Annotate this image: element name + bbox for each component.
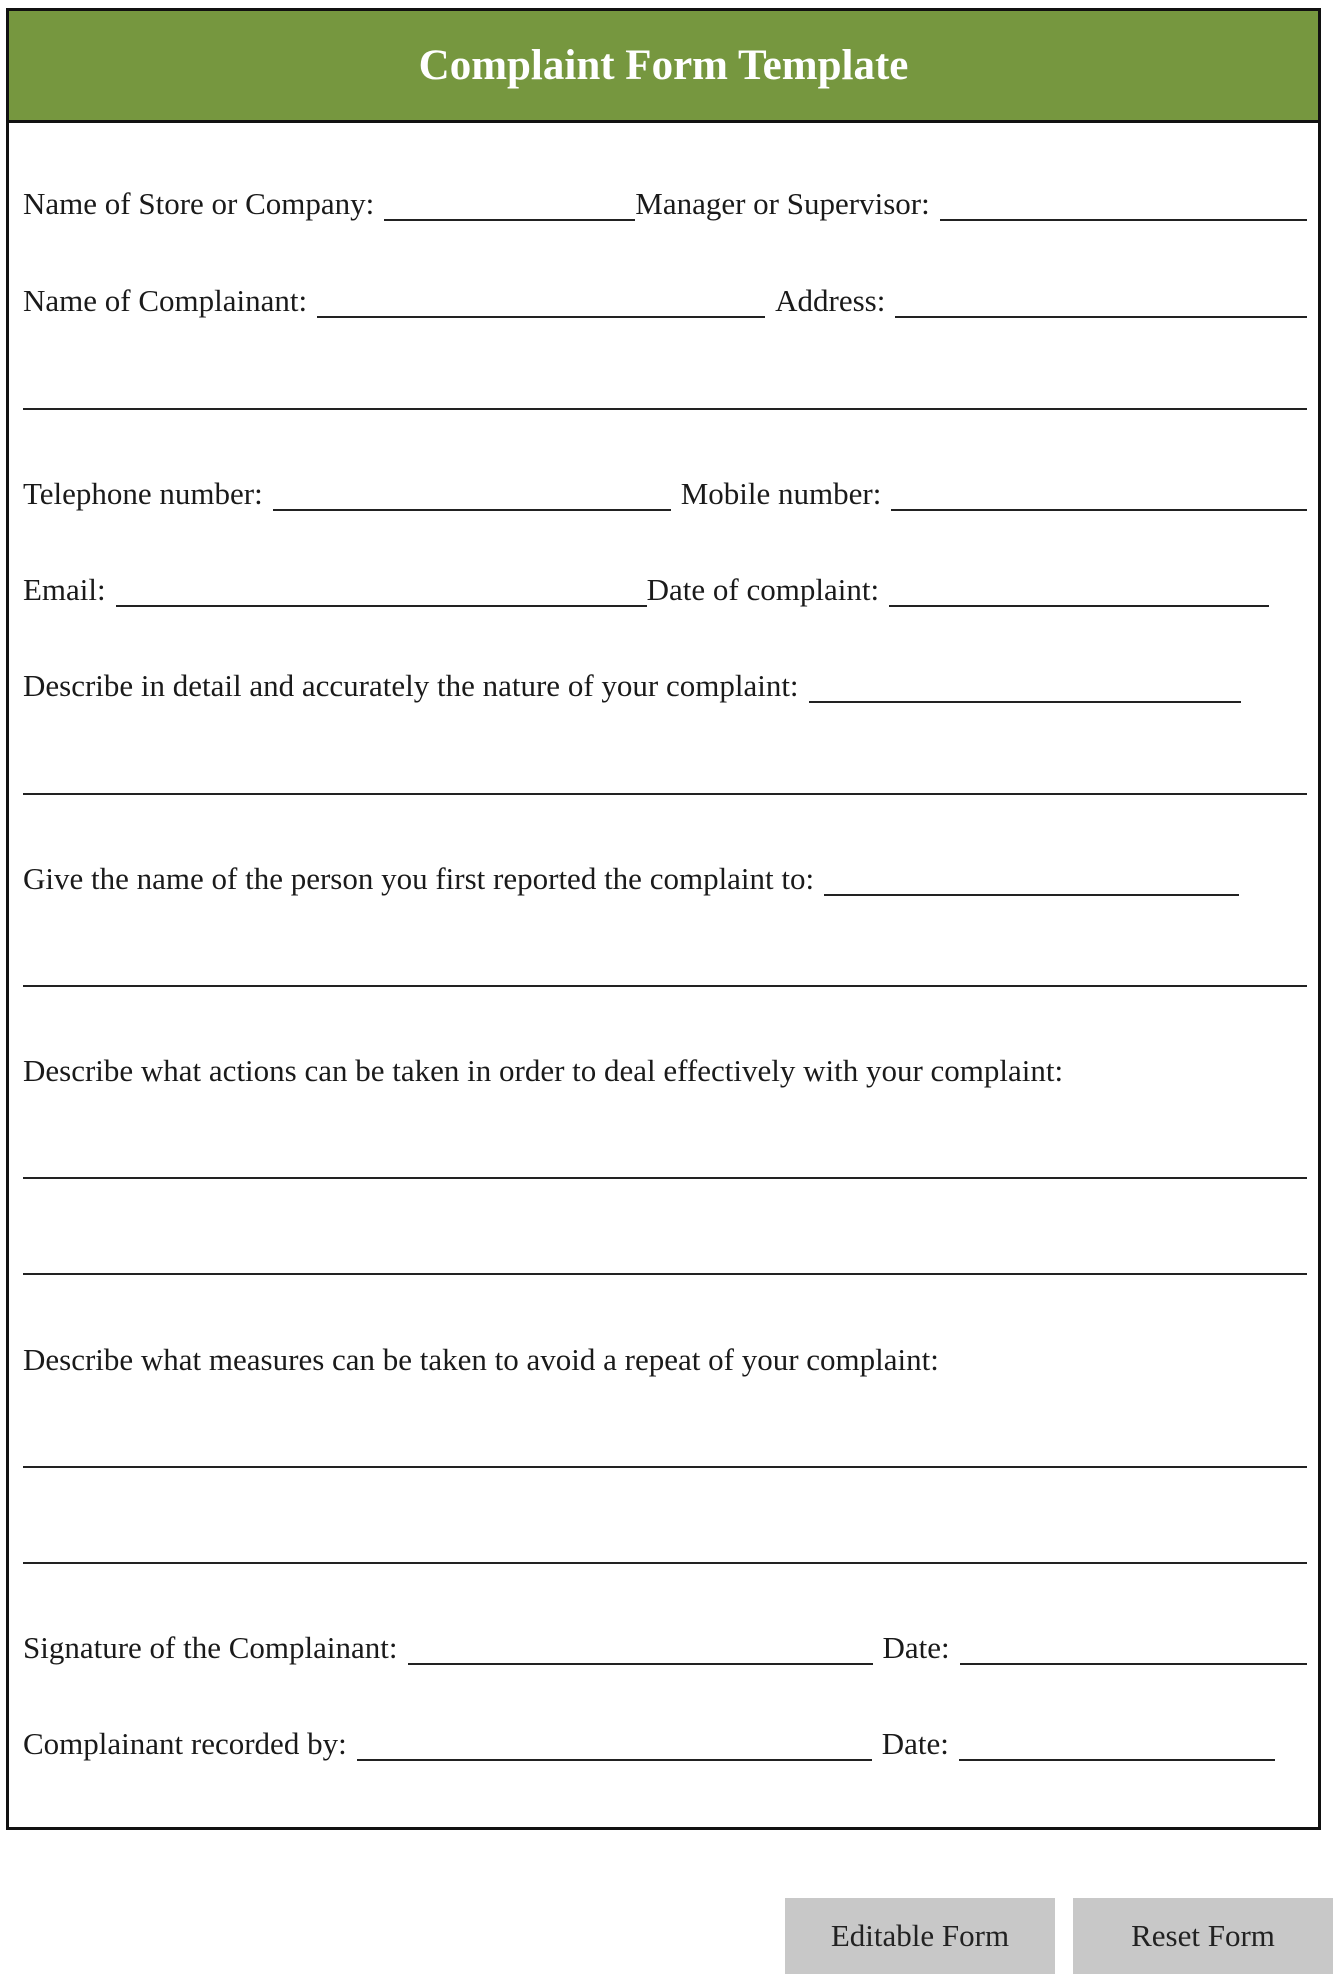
telephone-label: Telephone number:	[23, 476, 263, 511]
form-title: Complaint Form Template	[418, 42, 909, 89]
row-nature	[23, 663, 1307, 703]
first-reported-label: Give the name of the person you first reported the complaint to:	[23, 861, 815, 896]
mobile-field[interactable]	[891, 475, 1307, 511]
store-label: Name of Store or Company:	[23, 186, 375, 221]
row-signature	[23, 1625, 1307, 1665]
complainant-field[interactable]	[317, 282, 765, 318]
first-reported-field[interactable]	[824, 860, 1239, 896]
reset-form-button[interactable]: Reset Form	[1073, 1898, 1333, 1974]
signature-date-field[interactable]	[960, 1629, 1307, 1665]
signature-field[interactable]	[408, 1629, 873, 1665]
date-of-complaint-field[interactable]	[889, 571, 1269, 607]
store-field[interactable]	[384, 185, 635, 221]
row-recorded-by	[23, 1721, 1307, 1761]
row-store-manager	[23, 181, 1307, 221]
row-telephone-mobile	[23, 471, 1307, 511]
recorded-by-field[interactable]	[357, 1725, 872, 1761]
address-label: Address:	[775, 283, 886, 318]
measures-line-2[interactable]	[23, 1562, 1307, 1564]
measures-label: Describe what measures can be taken to avoid a repeat of your complaint:	[23, 1342, 939, 1377]
manager-field[interactable]	[940, 185, 1307, 221]
complaint-form-sheet	[6, 8, 1321, 1830]
row-actions	[23, 1048, 1307, 1088]
measures-line-1[interactable]	[23, 1466, 1307, 1468]
email-label: Email:	[23, 572, 106, 607]
actions-line-1[interactable]	[23, 1177, 1307, 1179]
manager-label: Manager or Supervisor:	[635, 186, 930, 221]
recorded-date-field[interactable]	[959, 1725, 1275, 1761]
row-complainant-address	[23, 278, 1307, 318]
recorded-date-label: Date:	[881, 1726, 949, 1761]
form-header	[9, 11, 1318, 123]
nature-field[interactable]	[809, 667, 1241, 703]
telephone-field[interactable]	[273, 475, 671, 511]
email-field[interactable]	[116, 571, 647, 607]
address-field[interactable]	[895, 282, 1307, 318]
row-first-reported	[23, 856, 1307, 896]
editable-form-button[interactable]: Editable Form	[785, 1898, 1055, 1974]
row-email-date	[23, 567, 1307, 607]
actions-label: Describe what actions can be taken in order to deal effectively with your complaint:	[23, 1053, 1064, 1088]
first-reported-line-2[interactable]	[23, 985, 1307, 987]
signature-date-label: Date:	[882, 1630, 950, 1665]
address-line-2[interactable]	[23, 408, 1307, 410]
mobile-label: Mobile number:	[680, 476, 882, 511]
nature-line-2[interactable]	[23, 793, 1307, 795]
row-measures	[23, 1337, 1307, 1377]
nature-label: Describe in detail and accurately the nature of your complaint:	[23, 668, 799, 703]
actions-line-2[interactable]	[23, 1273, 1307, 1275]
date-of-complaint-label: Date of complaint:	[646, 572, 880, 607]
complainant-label: Name of Complainant:	[23, 283, 308, 318]
recorded-by-label: Complainant recorded by:	[23, 1726, 347, 1761]
signature-label: Signature of the Complainant:	[23, 1630, 398, 1665]
